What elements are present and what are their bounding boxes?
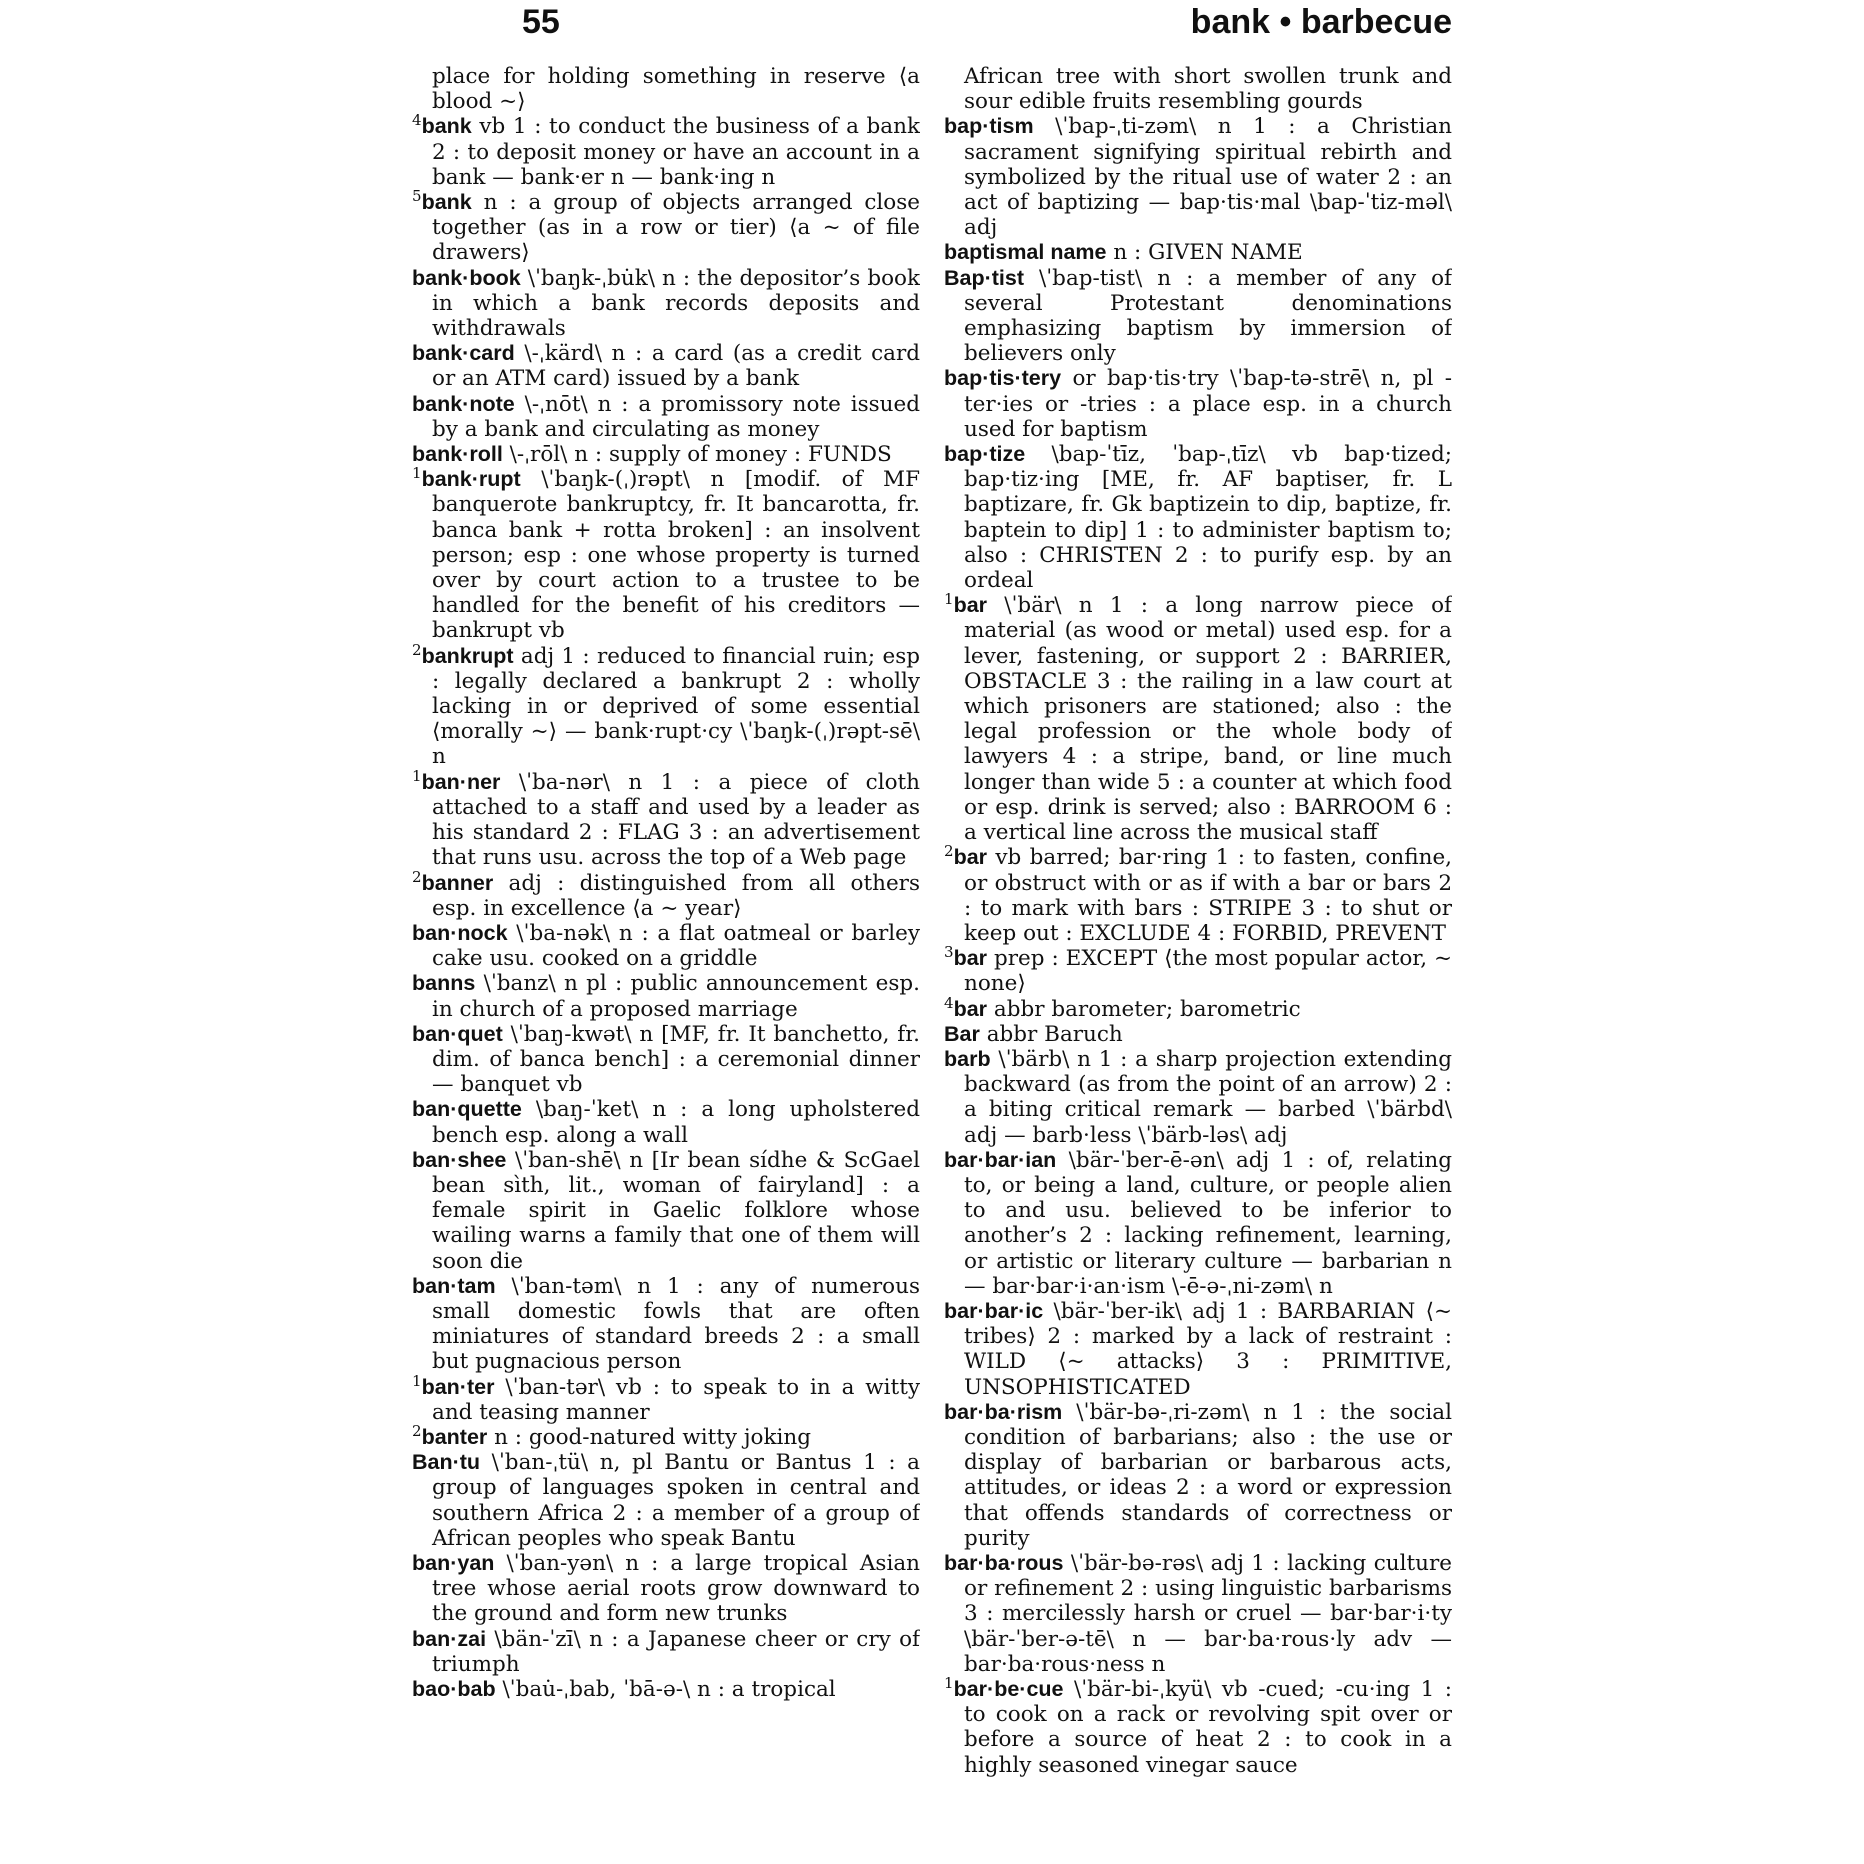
dictionary-entry: [412, 1148, 920, 1274]
dictionary-entry: [412, 1022, 920, 1098]
homograph-number: 4: [944, 993, 954, 1012]
dictionary-entry: [412, 464, 920, 644]
homograph-number: 1: [412, 1371, 422, 1390]
definition-text: \ˈban-yən\ n : a large tropical Asian tree whose aerial roots grow downward to the ground and form new trunks: [432, 1550, 920, 1627]
headword: banter: [421, 1424, 488, 1449]
headword: baptismal name: [944, 240, 1107, 265]
dictionary-entry: [944, 1551, 1452, 1677]
definition-text: \ˈbaŋk-(ˌ)rəpt\ n [modif. of MF banquerote bankruptcy, fr. It bancarotta, fr. banca bank + rotta broken] : an insolvent person; esp : one whose property is turned over by court action to a trustee to be handled for the benefit of his creditors — bankrupt vb: [432, 467, 920, 644]
definition-text: \bär-ˈber-ē-ən\ adj 1 : of, relating to, or being a land, culture, or people alien to and usu. believed to be inferior to another’s 2 : lacking refinement, learning, or artistic or literary culture — barbarian n — bar·bar·i·an·ism \-ē-ə-ˌni-zəm\ n: [964, 1147, 1452, 1299]
headword: bar·ba·rism: [944, 1399, 1063, 1424]
dictionary-entry: [412, 186, 920, 266]
definition-text: \bap-ˈtīz, ˈbap-ˌtīz\ vb bap·tized; bap·tiz·ing [ME, fr. AF baptiser, fr. L baptizare, fr. Gk baptizein to dip, baptize, fr. baptein to dip] 1 : to administer baptism to; also : CHRISTEN 2 : to purify esp. by an ordeal: [964, 442, 1452, 594]
homograph-number: 1: [944, 590, 954, 609]
dictionary-entry: [944, 266, 1452, 367]
dictionary-entry: [412, 766, 920, 871]
definition-text: n : GIVEN NAME: [1106, 240, 1303, 266]
dictionary-entry: [412, 640, 920, 770]
dictionary-entry: [944, 1299, 1452, 1400]
headword: bap·tis·tery: [944, 366, 1062, 391]
headword: ban·quet: [412, 1021, 503, 1046]
dictionary-entry: [944, 1673, 1452, 1778]
headword: bao·bab: [412, 1677, 496, 1701]
definition-text: n : a group of objects arranged close together (as in a row or tier) ⟨a ~ of file drawers⟩: [432, 190, 920, 266]
definition-text: adj 1 : reduced to financial ruin; esp : legally declared a bankrupt 2 : wholly lacking in or deprived of some essential ⟨morally ~⟩ — bank·rupt·cy \ˈbaŋk-(ˌ)rəpt-sē\ n: [432, 643, 920, 770]
definition-text: \ˈbaŋk-ˌbu̇k\ n : the depositor’s book in which a bank records deposits and withdrawals: [432, 265, 920, 342]
definition-text: adj : distinguished from all others esp. in excellence ⟨a ~ year⟩: [432, 870, 920, 921]
dictionary-entry: [412, 392, 920, 442]
homograph-number: 1: [412, 464, 422, 483]
dictionary-entry: [412, 1421, 920, 1450]
headword: bar·bar·ian: [944, 1147, 1057, 1172]
headword: bankrupt: [421, 643, 514, 668]
dictionary-entry: [944, 240, 1452, 265]
headword: ban·ter: [421, 1374, 495, 1399]
homograph-number: 2: [412, 640, 422, 659]
definition-text: \ˈban-tər\ vb : to speak to in a witty and teasing manner: [432, 1374, 920, 1425]
definition-text: \-ˌnōt\ n : a promissory note issued by a bank and circulating as money: [432, 391, 920, 442]
definition-text: \baŋ-ˈket\ n : a long upholstered bench esp. along a wall: [432, 1097, 920, 1148]
headword: bar: [953, 593, 988, 618]
headword: Bar: [944, 1021, 980, 1046]
headword: bank: [421, 114, 472, 139]
headword: bap·tize: [944, 442, 1026, 467]
definition-text: \ˈbär-bə-ˌri-zəm\ n 1 : the social condition of barbarians; also : the use or display of barbarian or barbarous acts, attitudes, or ideas 2 : a word or expression that offends standards of correctness or purity: [964, 1399, 1452, 1551]
headword: bar·bar·ic: [944, 1298, 1044, 1323]
headword: bank·rupt: [421, 467, 521, 492]
definition-text: place for holding something in reserve ⟨a blood ~⟩: [432, 64, 920, 115]
definition-text: \ˈban-təm\ n 1 : any of numerous small domestic fowls that are often miniatures of standard breeds 2 : a small but pugnacious person: [432, 1273, 920, 1375]
definition-text: \ˈbär-bə-rəs\ adj 1 : lacking culture or refinement 2 : using linguistic barbarisms 3 : mercilessly harsh or cruel — bar·bar·i·ty \bär-ˈber-ə-tē\ n — bar·ba·rous·ly adv — bar·ba·rous·ness n: [964, 1550, 1452, 1677]
definition-text: \bän-ˈzī\ n : a Japanese cheer or cry of triumph: [432, 1626, 920, 1677]
dictionary-entry: [944, 993, 1452, 1022]
headword: ban·yan: [412, 1550, 495, 1575]
dictionary-entry: [944, 590, 1452, 846]
dictionary-entry: [412, 1371, 920, 1425]
definition-text: \-ˌkärd\ n : a card (as a credit card or an ATM card) issued by a bank: [432, 341, 920, 392]
dictionary-entry: [944, 1400, 1452, 1551]
definition-text: \ˈbap-ˌti-zəm\ n 1 : a Christian sacrament signifying spiritual rebirth and symbolized by the ritual use of water 2 : an act of baptizing — bap·tis·mal \bap-ˈtiz-məl\ adj: [964, 114, 1452, 241]
left-column: [412, 64, 920, 1862]
page-header: [412, 0, 1452, 44]
homograph-number: 1: [944, 1673, 954, 1692]
definition-text: \ˈbär-bi-ˌkyü\ vb -cued; -cu·ing 1 : to cook on a rack or revolving spit over or before a source of heat 2 : to cook in a highly seasoned vinegar sauce: [964, 1677, 1452, 1778]
dictionary-entry: [412, 266, 920, 342]
homograph-number: 1: [412, 766, 422, 785]
definition-text: n : good-natured witty joking: [487, 1424, 811, 1450]
headword: bar: [953, 946, 988, 971]
headword: banns: [412, 971, 476, 996]
dictionary-entry: [944, 942, 1452, 997]
headword: bar: [953, 845, 988, 870]
dictionary-entry: [944, 842, 1452, 946]
definition-text: vb 1 : to conduct the business of a bank 2 : to deposit money or have an account in a bank — bank·er n — bank·ing n: [432, 114, 920, 190]
headword: ban·shee: [412, 1147, 507, 1172]
definition-text: \ˈbär\ n 1 : a long narrow piece of material (as wood or metal) used esp. for a lever, fastening, or support 2 : BARRIER, OBSTACLE 3 : the railing in a law court at which prisoners are stationed; also : the legal profession or the whole body of lawyers 4 : a stripe, band, or line much longer than wide 5 : a counter at which food or esp. drink is served; also : BARROOM 6 : a vertical line across the musical staff: [964, 593, 1452, 846]
definition-text: \ˈbanz\ n pl : public announcement esp. in church of a proposed marriage: [432, 971, 920, 1022]
headword: bar: [953, 996, 988, 1021]
dictionary-entry: [412, 1677, 920, 1702]
headword: ban·nock: [412, 920, 508, 945]
homograph-number: 2: [412, 867, 422, 886]
dictionary-entry: [412, 341, 920, 391]
headword: ban·quette: [412, 1097, 522, 1122]
definition-text: \ˈbaŋ-kwət\ n [MF, fr. It banchetto, fr. dim. of banca bench] : a ceremonial dinner — banquet vb: [432, 1021, 920, 1098]
headword: bank·note: [412, 391, 515, 416]
headword: bank: [421, 190, 472, 215]
headword: Bap·tist: [944, 265, 1025, 290]
dictionary-entry: [944, 442, 1452, 593]
definition-text: vb barred; bar·ring 1 : to fasten, confine, or obstruct with or as if with a bar or bars 2 : to mark with bars : STRIPE 3 : to shut or keep out : EXCLUDE 4 : FORBID, PREVENT: [964, 845, 1452, 946]
entry-continuation: [412, 64, 920, 114]
headword: bank·roll: [412, 442, 503, 467]
homograph-number: 2: [944, 842, 954, 861]
dictionary-entry: [944, 1047, 1452, 1148]
headword: bank·card: [412, 341, 515, 366]
definition-text: \ˈba-nək\ n : a flat oatmeal or barley cake usu. cooked on a griddle: [432, 920, 920, 972]
dictionary-entry: [412, 867, 920, 921]
dictionary-entry: [944, 1022, 1452, 1047]
headword: ban·zai: [412, 1626, 487, 1651]
dictionary-entry: [412, 111, 920, 190]
dictionary-entry: [412, 1274, 920, 1375]
dictionary-entry: [944, 1148, 1452, 1299]
dictionary-entry: [412, 921, 920, 971]
definition-text: \ˈbau̇-ˌbab, ˈbā-ə-\ n : a tropical: [495, 1677, 836, 1702]
dictionary-entry: [412, 971, 920, 1021]
definition-text: \ˈbap-tist\ n : a member of any of several Protestant denominations emphasizing baptism by immersion of believers only: [964, 265, 1452, 367]
definition-text: prep : EXCEPT ⟨the most popular actor, ~ none⟩: [964, 946, 1452, 997]
page-number: 55: [522, 3, 560, 41]
definition-text: \ˈban-shē\ n [Ir bean sídhe & ScGael bean sìth, lit., woman of fairyland] : a female spirit in Gaelic folklore whose wailing warns a family that one of them will soon die: [432, 1147, 920, 1274]
headword: bar·ba·rous: [944, 1550, 1064, 1575]
right-column: [944, 64, 1452, 1862]
headword: barb: [944, 1046, 991, 1071]
dictionary-entry: [412, 1627, 920, 1677]
dictionary-entry: [412, 1450, 920, 1551]
definition-text: \ˈban-ˌtü\ n, pl Bantu or Bantus 1 : a group of languages spoken in central and southern Africa 2 : a member of a group of African peoples who speak Bantu: [432, 1450, 920, 1551]
homograph-number: 3: [944, 942, 954, 961]
homograph-number: 4: [412, 111, 422, 130]
definition-text: \ˈbärb\ n 1 : a sharp projection extending backward (as from the point of an arrow) 2 : a biting critical remark — barbed \ˈbärbd\ adj — barb·less \ˈbärb-ləs\ adj: [964, 1046, 1452, 1148]
headword: bap·tism: [944, 114, 1034, 139]
guide-words: bank • barbecue: [1190, 3, 1452, 41]
homograph-number: 5: [412, 186, 422, 205]
headword: bar·be·cue: [953, 1677, 1064, 1701]
dictionary-entry: [944, 366, 1452, 442]
headword: banner: [421, 870, 494, 895]
definition-text: abbr barometer; barometric: [987, 996, 1301, 1022]
dictionary-page: [412, 0, 1452, 1864]
dictionary-entry: [412, 442, 920, 467]
definition-text: abbr Baruch: [979, 1021, 1123, 1047]
headword: ban·ner: [421, 769, 501, 794]
headword: bank·book: [412, 265, 521, 290]
dictionary-entry: [412, 1551, 920, 1627]
headword: Ban·tu: [412, 1450, 481, 1475]
headword: ban·tam: [412, 1273, 496, 1298]
definition-text: \-ˌrōl\ n : supply of money : FUNDS: [502, 442, 892, 468]
definition-text: or bap·tis·try \ˈbap-tə-strē\ n, pl -ter·ies or -tries : a place esp. in a church used for baptism: [964, 366, 1452, 442]
dictionary-entry: [412, 1097, 920, 1147]
homograph-number: 2: [412, 1421, 422, 1440]
definition-text: African tree with short swollen trunk and sour edible fruits resembling gourds: [964, 64, 1452, 115]
dictionary-entry: [944, 114, 1452, 240]
definition-text: \bär-ˈber-ik\ adj 1 : BARBARIAN ⟨~ tribes⟩ 2 : marked by a lack of restraint : WILD ⟨~ attacks⟩ 3 : PRIMITIVE, UNSOPHISTICATED: [964, 1298, 1452, 1400]
definition-text: \ˈba-nər\ n 1 : a piece of cloth attached to a staff and used by a leader as his standard 2 : FLAG 3 : an advertisement that runs usu. across the top of a Web page: [432, 769, 920, 871]
entry-continuation: [944, 64, 1452, 114]
